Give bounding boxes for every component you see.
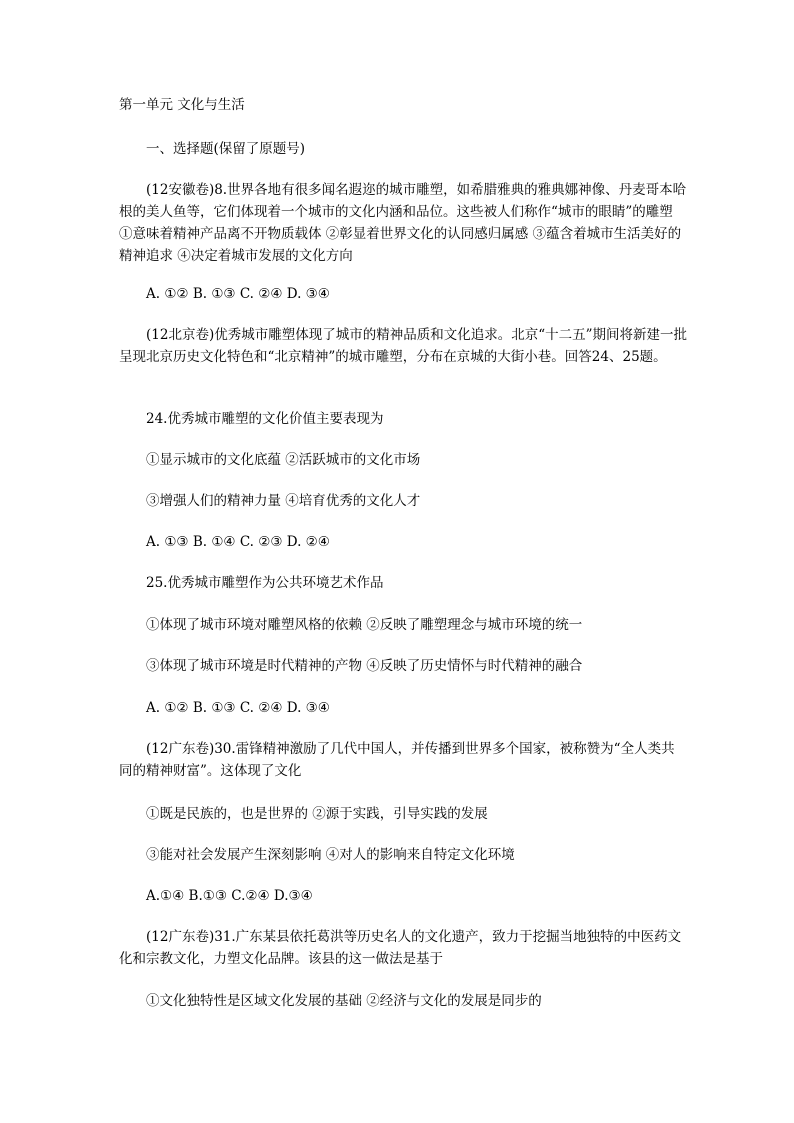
question-31-item1: ①文化独特性是区域文化发展的基础 ②经济与文化的发展是同步的 — [146, 993, 542, 1009]
question-8-stem: (12安徽卷)8.世界各地有很多闻名遐迩的城市雕塑，如希腊雅典的雅典娜神像、丹麦哥本哈根的美人鱼等，它们体现着一个城市的文化内涵和品位。这些被人们称作“城市的眼睛”的雕塑 ①意味着精神产品离不开物质载体 ②彰显着世界文化的认同感归属感 ③蕴含着城市生活美好的精神追求 ④决定着城市发展的文化方向 — [119, 182, 687, 264]
question-30-item1: ①既是民族的，也是世界的 ②源于实践，引导实践的发展 — [146, 806, 488, 822]
question-8-options: A. ①② B. ①③ C. ②④ D. ③④ — [146, 286, 330, 302]
question-24-options: A. ①③ B. ①④ C. ②③ D. ②④ — [146, 534, 330, 550]
question-24-item2: ③增强人们的精神力量 ④培育优秀的文化人才 — [146, 493, 421, 509]
question-30-stem: (12广东卷)30.雷锋精神激励了几代中国人，并传播到世界多个国家，被称赞为“全人类共同的精神财富”。这体现了文化 — [119, 741, 675, 779]
question-30-options: A.①④ B.①③ C.②④ D.③④ — [146, 888, 313, 904]
beijing-intro: (12北京卷)优秀城市雕塑体现了城市的精神品质和文化追求。北京“十二五”期间将新建一批呈现北京历史文化特色和“北京精神”的城市雕塑，分布在京城的大街小巷。回答24、25题。 — [119, 327, 688, 365]
question-25-item1: ①体现了城市环境对雕塑风格的依赖 ②反映了雕塑理念与城市环境的统一 — [146, 617, 583, 633]
question-25-options: A. ①② B. ①③ C. ②④ D. ③④ — [146, 700, 330, 716]
question-25-item2: ③体现了城市环境是时代精神的产物 ④反映了历史情怀与时代精神的融合 — [146, 658, 583, 674]
question-30-item2: ③能对社会发展产生深刻影响 ④对人的影响来自特定文化环境 — [146, 847, 515, 863]
question-25-stem: 25.优秀城市雕塑作为公共环境艺术作品 — [146, 575, 384, 591]
unit-title: 第一单元 文化与生活 — [119, 97, 245, 113]
section-title: 一、选择题(保留了原题号) — [146, 141, 306, 157]
question-24-item1: ①显示城市的文化底蕴 ②活跃城市的文化市场 — [146, 452, 421, 468]
question-31-stem: (12广东卷)31.广东某县依托葛洪等历史名人的文化遗产，致力于挖掘当地独特的中医药文化和宗教文化，力塑文化品牌。该县的这一做法是基于 — [119, 929, 682, 967]
question-24-stem: 24.优秀城市雕塑的文化价值主要表现为 — [146, 411, 384, 427]
